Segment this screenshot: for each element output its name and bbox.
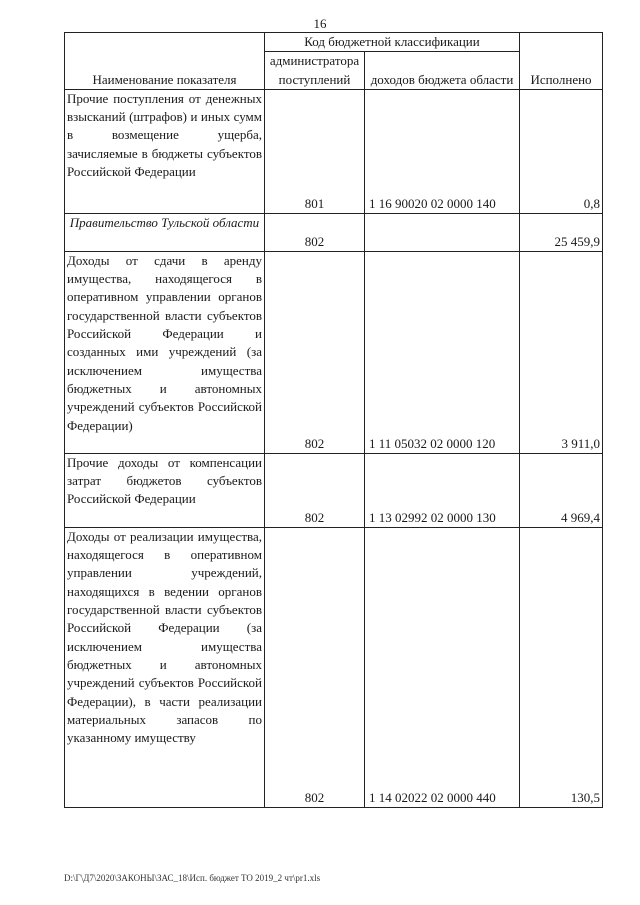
row-admin-code: 802 [265, 251, 365, 453]
row-name: Доходы от реализации имущества, находящегося в оперативном управлении учреждений, находящихся в ведении органов государственной власти субъектов Российской Федерации (за исключением имущества бюджетных и автономных учреждений субъектов Российской Федерации), в части реализации материальных запасов по указанному имуществу [65, 527, 265, 807]
row-revenue-code [365, 213, 520, 251]
budget-table [64, 32, 603, 808]
row-name: Прочие поступления от денежных взысканий (штрафов) и иных сумм в возмещение ущерба, зачисляемые в бюджеты субъектов Российской Федерации [65, 89, 265, 213]
table-row [65, 251, 603, 453]
file-path-footer: D:\Г\Д7\2020\ЗАКОНЫ\ЗАС_18\Исп. бюджет ТО 2019_2 чт\pr1.xls [64, 873, 321, 883]
header-revenue: доходов бюджета области [365, 52, 520, 90]
header-admin: администратора поступлений [265, 52, 365, 90]
table-row [65, 89, 603, 213]
table-row [65, 453, 603, 527]
table-row [65, 527, 603, 807]
row-executed: 4 969,4 [520, 453, 603, 527]
row-revenue-code: 1 11 05032 02 0000 120 [365, 251, 520, 453]
row-name: Правительство Тульской области [65, 213, 265, 251]
row-executed: 3 911,0 [520, 251, 603, 453]
header-name: Наименование показателя [65, 33, 265, 90]
header-row [65, 33, 603, 52]
row-name: Доходы от сдачи в аренду имущества, находящегося в оперативном управлении органов государственной власти субъектов Российской Федерации и созданных ими учреждений (за исключением имущества бюджетных и автономных учреждений субъектов Российской Федерации) [65, 251, 265, 453]
row-name: Прочие доходы от компенсации затрат бюджетов субъектов Российской Федерации [65, 453, 265, 527]
table-row [65, 213, 603, 251]
row-revenue-code: 1 14 02022 02 0000 440 [365, 527, 520, 807]
row-admin-code: 802 [265, 527, 365, 807]
header-executed: Исполнено [520, 33, 603, 90]
page-number: 16 [313, 16, 327, 31]
row-admin-code: 801 [265, 89, 365, 213]
row-executed: 25 459,9 [520, 213, 603, 251]
row-admin-code: 802 [265, 213, 365, 251]
header-classification: Код бюджетной классификации [265, 33, 520, 52]
row-executed: 0,8 [520, 89, 603, 213]
row-revenue-code: 1 16 90020 02 0000 140 [365, 89, 520, 213]
row-revenue-code: 1 13 02992 02 0000 130 [365, 453, 520, 527]
row-admin-code: 802 [265, 453, 365, 527]
row-executed: 130,5 [520, 527, 603, 807]
